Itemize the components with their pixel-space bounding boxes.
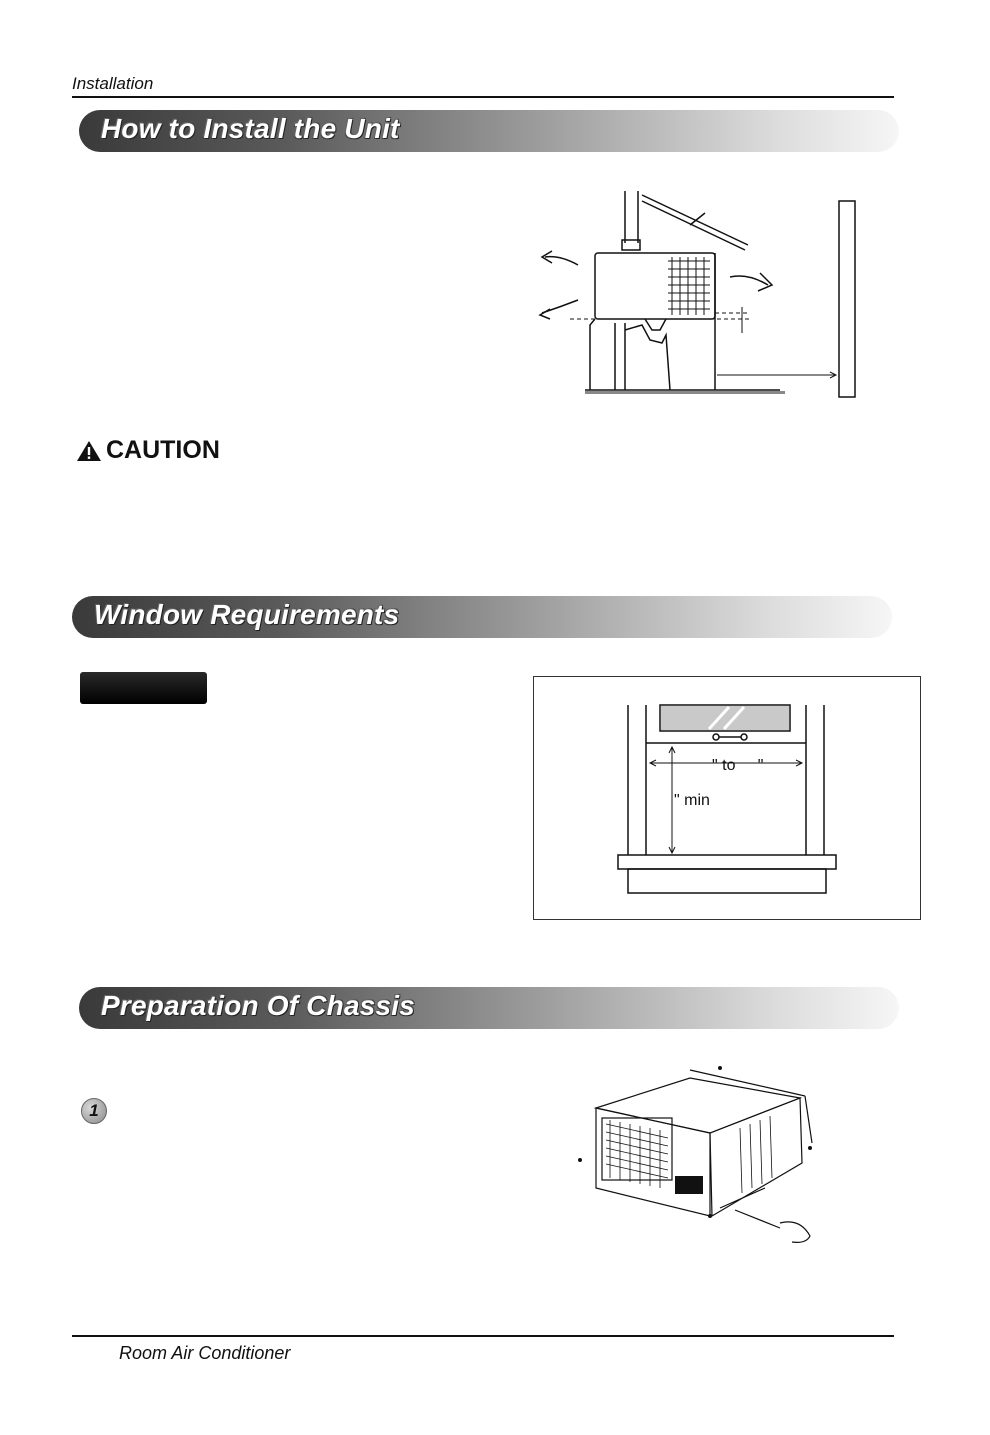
banner-window-requirements: [72, 596, 892, 638]
section-label: Installation: [72, 74, 154, 93]
window-dimensions-figure: [533, 676, 921, 920]
banner-how-to-install: [79, 110, 899, 152]
banner-title: Window Requirements: [94, 599, 400, 630]
install-side-view-illustration: [530, 185, 870, 410]
banner-title: Preparation Of Chassis: [101, 990, 416, 1021]
width-dimension-label: " to ": [712, 757, 764, 774]
step-number-badge: 1: [81, 1098, 107, 1124]
height-dimension-label: " min: [674, 792, 710, 809]
footer-doc-title: Room Air Conditioner: [119, 1343, 291, 1363]
footer-rule: [72, 1335, 894, 1337]
window-frame-illustration: [534, 677, 920, 919]
caution-label: CAUTION: [106, 436, 220, 464]
caution-heading: [76, 436, 220, 465]
banner-preparation-of-chassis: [79, 987, 899, 1029]
banner-title: How to Install the Unit: [101, 113, 400, 144]
warning-triangle-icon: [76, 440, 102, 462]
header-rule: [72, 96, 894, 98]
label-tab: [80, 672, 207, 704]
chassis-illustration: [570, 1058, 820, 1248]
